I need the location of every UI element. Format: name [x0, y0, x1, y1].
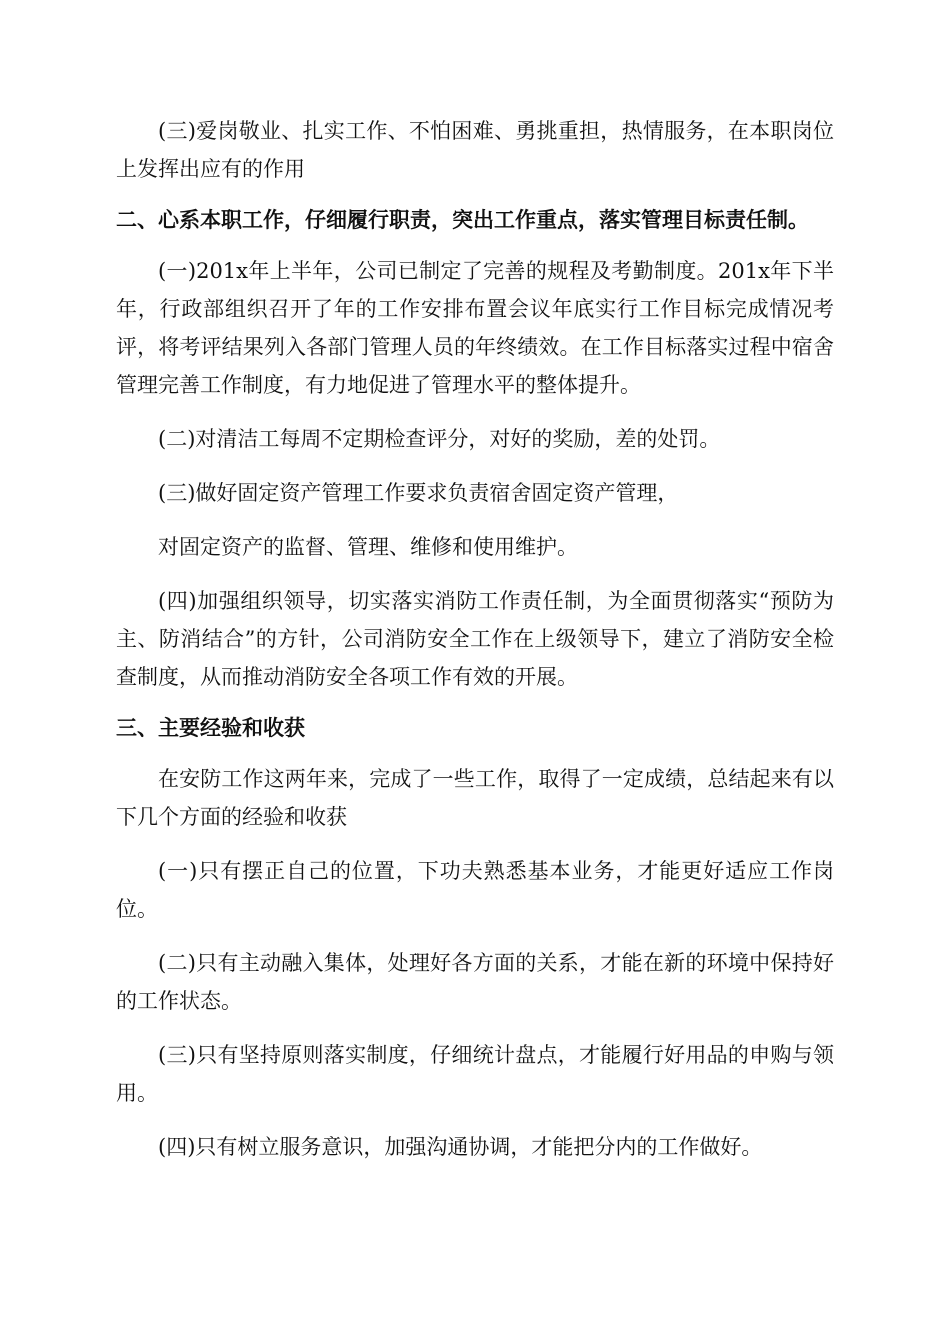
section-heading-three: 三、主要经验和收获	[116, 716, 305, 740]
paragraph-fire-safety: (四)加强组织领导，切实落实消防工作责任制，为全面贯彻落实“预防为主、防消结合”的方针，公司消防安全工作在上级领导下，建立了消防安全检查制度，从而推动消防安全各项工作有效的开展。	[116, 589, 834, 689]
paragraph-assets: (三)做好固定资产管理工作要求负责宿舍固定资产管理，	[158, 481, 679, 505]
paragraph-experience-intro: 在安防工作这两年来，完成了一些工作，取得了一定成绩，总结起来有以下几个方面的经验和收获	[116, 767, 834, 829]
paragraph-rules: (一)201x年上半年，公司已制定了完善的规程及考勤制度。201x年下半年，行政部组织召开了年的工作安排布置会议年底实行工作目标完成情况考评，将考评结果列入各部门管理人员的年终绩效。在工作目标落实过程中宿舍管理完善工作制度，有力地促进了管理水平的整体提升。	[116, 259, 834, 397]
paragraph-experience-three: (三)只有坚持原则落实制度，仔细统计盘点，才能履行好用品的申购与领用。	[116, 1043, 834, 1105]
paragraph-cleaning: (二)对清洁工每周不定期检查评分，对好的奖励，差的处罚。	[158, 427, 721, 451]
paragraph-assets-continued: 对固定资产的监督、管理、维修和使用维护。	[158, 535, 578, 559]
paragraph-attitude: (三)爱岗敬业、扎实工作、不怕困难、勇挑重担，热情服务，在本职岗位上发挥出应有的作用	[116, 119, 834, 181]
paragraph-experience-one: (一)只有摆正自己的位置，下功夫熟悉基本业务，才能更好适应工作岗位。	[116, 859, 834, 921]
section-heading-two: 二、心系本职工作，仔细履行职责，突出工作重点，落实管理目标责任制。	[116, 208, 809, 232]
paragraph-experience-four: (四)只有树立服务意识，加强沟通协调，才能把分内的工作做好。	[158, 1135, 763, 1159]
paragraph-experience-two: (二)只有主动融入集体，处理好各方面的关系，才能在新的环境中保持好的工作状态。	[116, 951, 834, 1013]
document-page	[116, 112, 834, 1166]
